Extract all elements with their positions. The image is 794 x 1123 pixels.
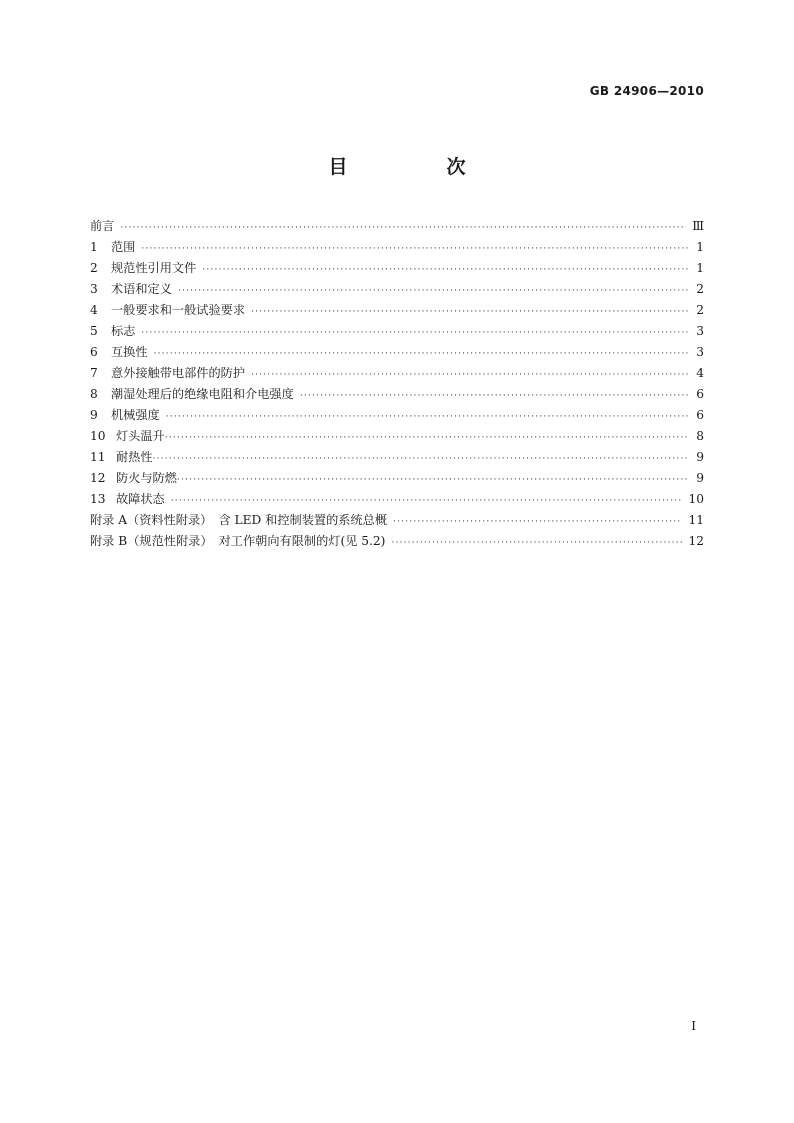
toc-label: 耐热性 — [116, 450, 153, 464]
toc-entry-4[interactable] — [90, 300, 704, 321]
toc-label: 范围 — [111, 240, 136, 254]
toc-entry-annex-a[interactable] — [90, 510, 704, 531]
toc-page: 2 — [696, 282, 704, 296]
toc-entry-5[interactable] — [90, 321, 704, 342]
dot-leader — [391, 533, 682, 554]
toc-page: 9 — [696, 471, 704, 485]
toc-page: 11 — [688, 513, 704, 527]
toc-page: Ⅲ — [692, 219, 704, 233]
dot-leader — [178, 281, 688, 302]
toc-label: 机械强度 — [111, 408, 160, 422]
dot-leader — [300, 386, 688, 407]
toc-label: 防火与防燃 — [116, 471, 177, 485]
document-code: GB 24906—2010 — [589, 84, 704, 98]
toc-page: 6 — [696, 408, 704, 422]
toc-label: 标志 — [111, 324, 136, 338]
dot-leader — [251, 302, 688, 323]
dot-leader — [120, 218, 686, 239]
toc-page: 4 — [696, 366, 704, 380]
dot-leader — [171, 491, 683, 512]
toc-entry-10[interactable] — [90, 426, 704, 447]
toc-number: 4 — [90, 303, 98, 317]
toc-label: 意外接触带电部件的防护 — [111, 366, 246, 380]
toc-page: 1 — [696, 261, 704, 275]
dot-leader — [166, 407, 688, 428]
toc-label: 互换性 — [111, 345, 148, 359]
toc-page: 10 — [688, 492, 704, 506]
toc-label: 潮湿处理后的绝缘电阻和介电强度 — [111, 387, 294, 401]
toc-entry-8[interactable] — [90, 384, 704, 405]
toc-number: 7 — [90, 366, 98, 380]
toc-label: 附录 B（规范性附录） 对工作朝向有限制的灯(见 5.2) — [90, 534, 386, 548]
toc-label: 附录 A（资料性附录） 含 LED 和控制装置的系统总概 — [90, 513, 388, 527]
toc-entry-annex-b[interactable] — [90, 531, 704, 552]
dot-leader — [141, 323, 688, 344]
toc-page: 8 — [696, 429, 704, 443]
toc-number: 8 — [90, 387, 98, 401]
toc-entry-13[interactable] — [90, 489, 704, 510]
dot-leader — [154, 344, 688, 365]
toc-entry-6[interactable] — [90, 342, 704, 363]
page-number: Ⅰ — [691, 1019, 696, 1033]
dot-leader — [141, 239, 688, 260]
dot-leader — [393, 512, 682, 533]
toc-entry-7[interactable] — [90, 363, 704, 384]
dot-leader — [153, 449, 688, 470]
toc-entry-foreword[interactable] — [90, 216, 704, 237]
toc-number: 13 — [90, 492, 106, 506]
dot-leader — [202, 260, 688, 281]
page-title: 目 次 — [328, 156, 506, 178]
toc-entry-11[interactable] — [90, 447, 704, 468]
toc-number: 9 — [90, 408, 98, 422]
toc-page: 9 — [696, 450, 704, 464]
toc-label: 前言 — [90, 219, 115, 233]
toc-page: 6 — [696, 387, 704, 401]
dot-leader — [251, 365, 688, 386]
table-of-contents — [90, 216, 704, 552]
toc-entry-3[interactable] — [90, 279, 704, 300]
toc-entry-12[interactable] — [90, 468, 704, 489]
toc-number: 1 — [90, 240, 98, 254]
dot-leader — [177, 470, 688, 491]
toc-entry-9[interactable] — [90, 405, 704, 426]
toc-label: 术语和定义 — [111, 282, 172, 296]
toc-page: 3 — [696, 345, 704, 359]
toc-label: 故障状态 — [116, 492, 165, 506]
toc-number: 12 — [90, 471, 106, 485]
toc-label: 规范性引用文件 — [111, 261, 197, 275]
toc-page: 1 — [696, 240, 704, 254]
toc-entry-1[interactable] — [90, 237, 704, 258]
toc-page: 12 — [688, 534, 704, 548]
toc-number: 3 — [90, 282, 98, 296]
toc-label: 灯头温升 — [116, 429, 165, 443]
toc-number: 11 — [90, 450, 106, 464]
toc-number: 6 — [90, 345, 98, 359]
toc-page: 3 — [696, 324, 704, 338]
dot-leader — [165, 428, 688, 449]
toc-number: 10 — [90, 429, 106, 443]
toc-page: 2 — [696, 303, 704, 317]
toc-number: 2 — [90, 261, 98, 275]
toc-number: 5 — [90, 324, 98, 338]
toc-label: 一般要求和一般试验要求 — [111, 303, 246, 317]
toc-entry-2[interactable] — [90, 258, 704, 279]
